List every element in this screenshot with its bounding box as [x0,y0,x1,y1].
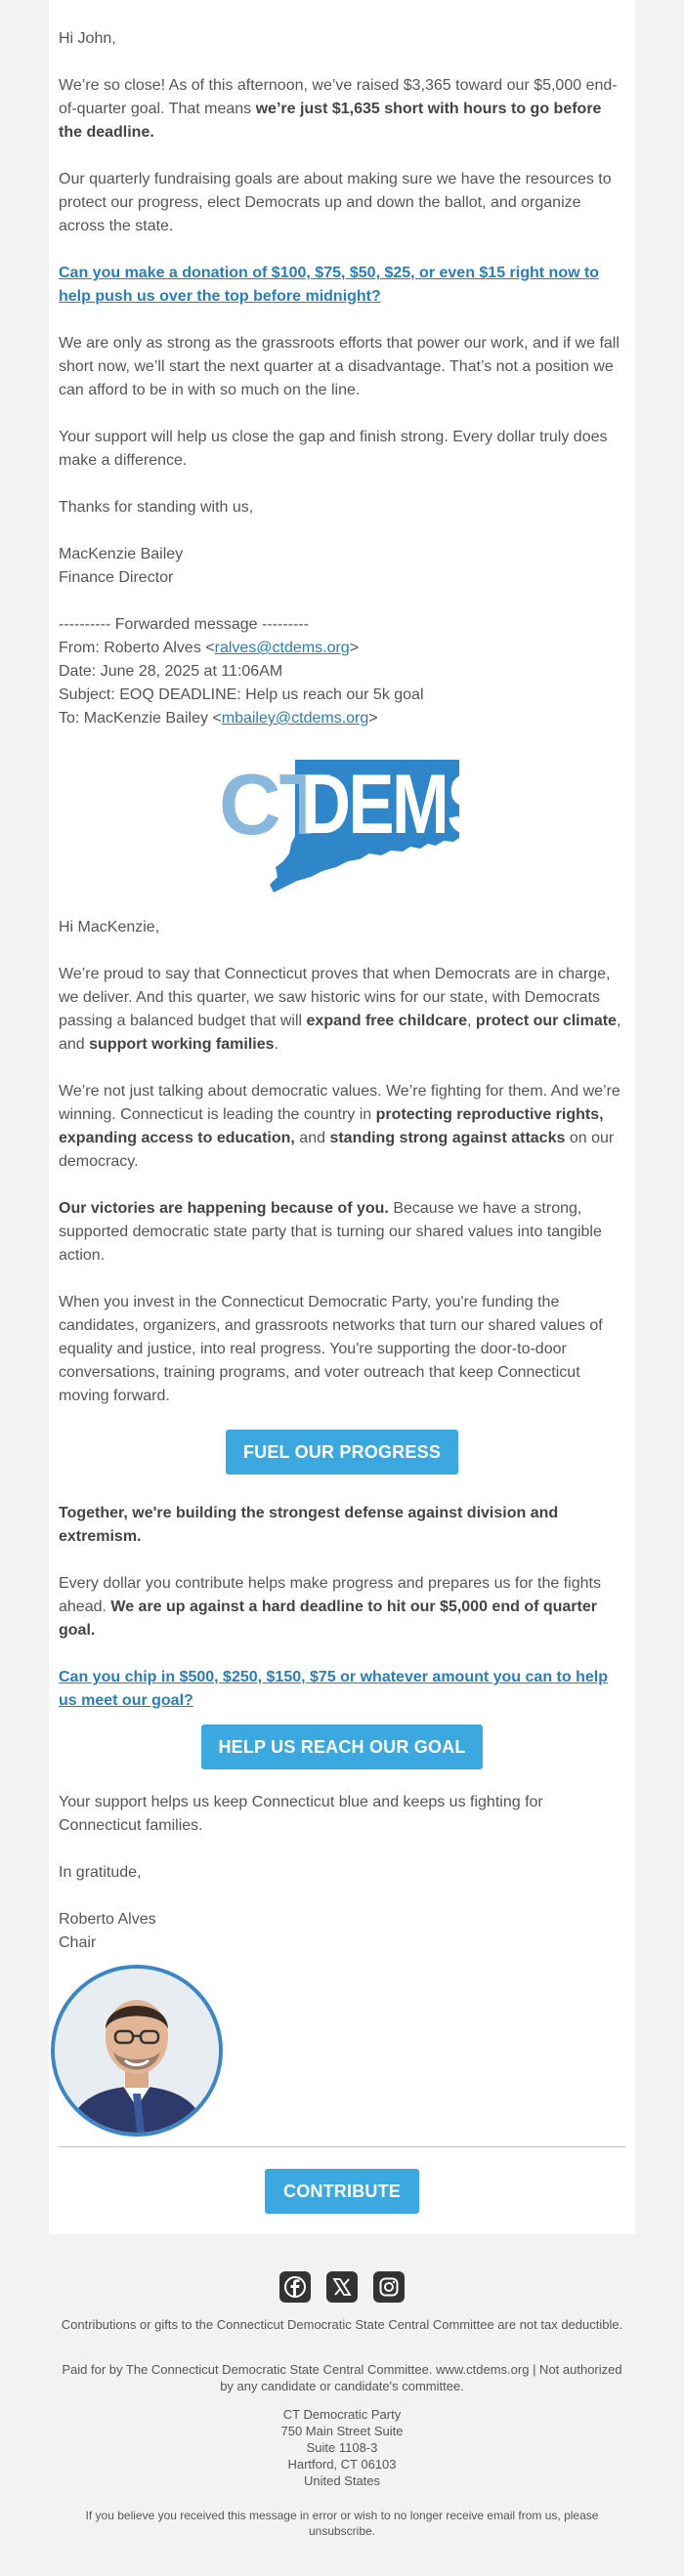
paragraph-invest: When you invest in the Connecticut Democratic Party, you're funding the candidates, organizers, and grassroots networks that turn our shared values of equality and justice, into real progress. You're supporting the door-to-door conversations, training programs, and voter outreach that keep Connecticut moving forward. [59,1294,603,1404]
facebook-glyph [284,2276,306,2298]
email-card [49,0,635,2234]
greeting-mackenzie: Hi MacKenzie, [59,919,160,935]
shortfall-text: we’re just $1,635 short with hours to go before the deadline. [59,101,602,141]
paragraph-grassroots: We are only as strong as the grassroots efforts that power our work, and if we fall short now, we’ll start the next quarter at a disadvantage. That’s not a position we can afford to be in with so much on the line. [59,335,620,398]
portrait-image [55,1969,219,2133]
footer-address [59,2406,625,2489]
signature-finance [59,543,625,590]
chair-title: Chair [59,1934,97,1951]
address-city: Hartford, CT 06103 [287,2457,397,2472]
contribute-button[interactable]: CONTRIBUTE [265,2169,419,2214]
signer-name: MacKenzie Bailey [59,546,184,562]
fuel-our-progress-button[interactable]: FUEL OUR PROGRESS [226,1430,458,1475]
ctdems-logo [219,752,491,898]
chair-photo [51,1965,223,2137]
paragraph-goals: Our quarterly fundraising goals are about making sure we have the resources to protect our progress, elect Democrats up and down the ballot, and organize across the state. [59,171,612,234]
x-glyph [331,2276,353,2298]
instagram-icon[interactable] [373,2271,405,2303]
forwarded-from: From: Roberto Alves <ralves@ctdems.org> [59,640,360,656]
paragraph-thanks: Thanks for standing with us, [59,499,254,516]
paragraph-deadline: Every dollar you contribute helps make progress and prepares us for the fights ahead. We are up against a hard deadline to hit our $5,000 end of quarter goal. [59,1575,601,1639]
logo-ct-text: CT [219,756,330,852]
content-divider [59,2146,625,2147]
greeting-john: Hi John, [59,30,116,47]
facebook-icon[interactable] [279,2271,311,2303]
instagram-glyph [378,2276,400,2298]
paragraph-wins: We’re proud to say that Connecticut proves that when Democrats are in charge, we deliver. And this quarter, we saw historic wins for our state, with Democrats passing a balanced budget that will expand free childcare, protect our climate, and support working families. [59,966,621,1053]
paragraph-progress: We’re so close! As of this afternoon, we’ve raised $3,365 toward our $5,000 end-of-quarter goal. That means we’re just $1,635 short with hours to go before the deadline. [59,77,618,141]
paragraph-defense: Together, we're building the strongest defense against division and extremism. [59,1505,559,1545]
donation-link-1[interactable]: Can you make a donation of $100, $75, $50, $25, or even $15 right now to help push us over the top before midnight? [59,265,600,305]
address-street: 750 Main Street Suite [280,2424,404,2438]
forwarded-date: Date: June 28, 2025 at 11:06AM [59,663,283,680]
donation-link-2[interactable]: Can you chip in $500, $250, $150, $75 or whatever amount you can to help us meet our goal? [59,1669,608,1709]
help-reach-goal-button[interactable]: HELP US REACH OUR GOAL [201,1724,483,1769]
chair-name: Roberto Alves [59,1911,156,1928]
logo-dems-text: DEMS [301,758,491,852]
paragraph-keep-blue: Your support helps us keep Connecticut blue and keeps us fighting for Connecticut families. [59,1794,543,1834]
forwarded-header-block [59,613,625,730]
forwarded-separator: ---------- Forwarded message --------- [59,616,309,633]
forwarded-to: To: MacKenzie Bailey <mbailey@ctdems.org> [59,710,378,727]
paragraph-support: Your support will help us close the gap and finish strong. Every dollar truly does make a difference. [59,429,608,469]
footer-unsubscribe[interactable]: If you believe you received this message in error or wish to no longer receive email from us, please unsubscribe. [85,2509,599,2538]
from-email-link[interactable]: ralves@ctdems.org [214,640,350,656]
paragraph-victories: Our victories are happening because of you. Because we have a strong, supported democratic state party that is turning our shared values into tangible action. [59,1200,602,1264]
x-twitter-icon[interactable] [326,2271,358,2303]
signature-chair [59,1908,625,1955]
paragraph-values: We’re not just talking about democratic values. We’re fighting for them. And we’re winning. Connecticut is leading the country in protecting reproductive rights, expanding access to education, and standing strong against attacks on our democracy. [59,1083,620,1170]
to-email-link[interactable]: mbailey@ctdems.org [221,710,369,727]
forwarded-subject: Subject: EOQ DEADLINE: Help us reach our 5k goal [59,686,424,703]
footer-paid-for: Paid for by The Connecticut Democratic State Central Committee. www.ctdems.org | Not authorized by any candidate or candidate's committee. [62,2362,622,2393]
paragraph-gratitude: In gratitude, [59,1864,142,1881]
address-suite: Suite 1108-3 [306,2440,378,2455]
signer-title: Finance Director [59,569,174,586]
address-country: United States [303,2473,381,2488]
footer-disclaimer: Contributions or gifts to the Connecticut Democratic State Central Committee are not tax deductible. [61,2317,623,2332]
address-org: CT Democratic Party [282,2407,402,2422]
